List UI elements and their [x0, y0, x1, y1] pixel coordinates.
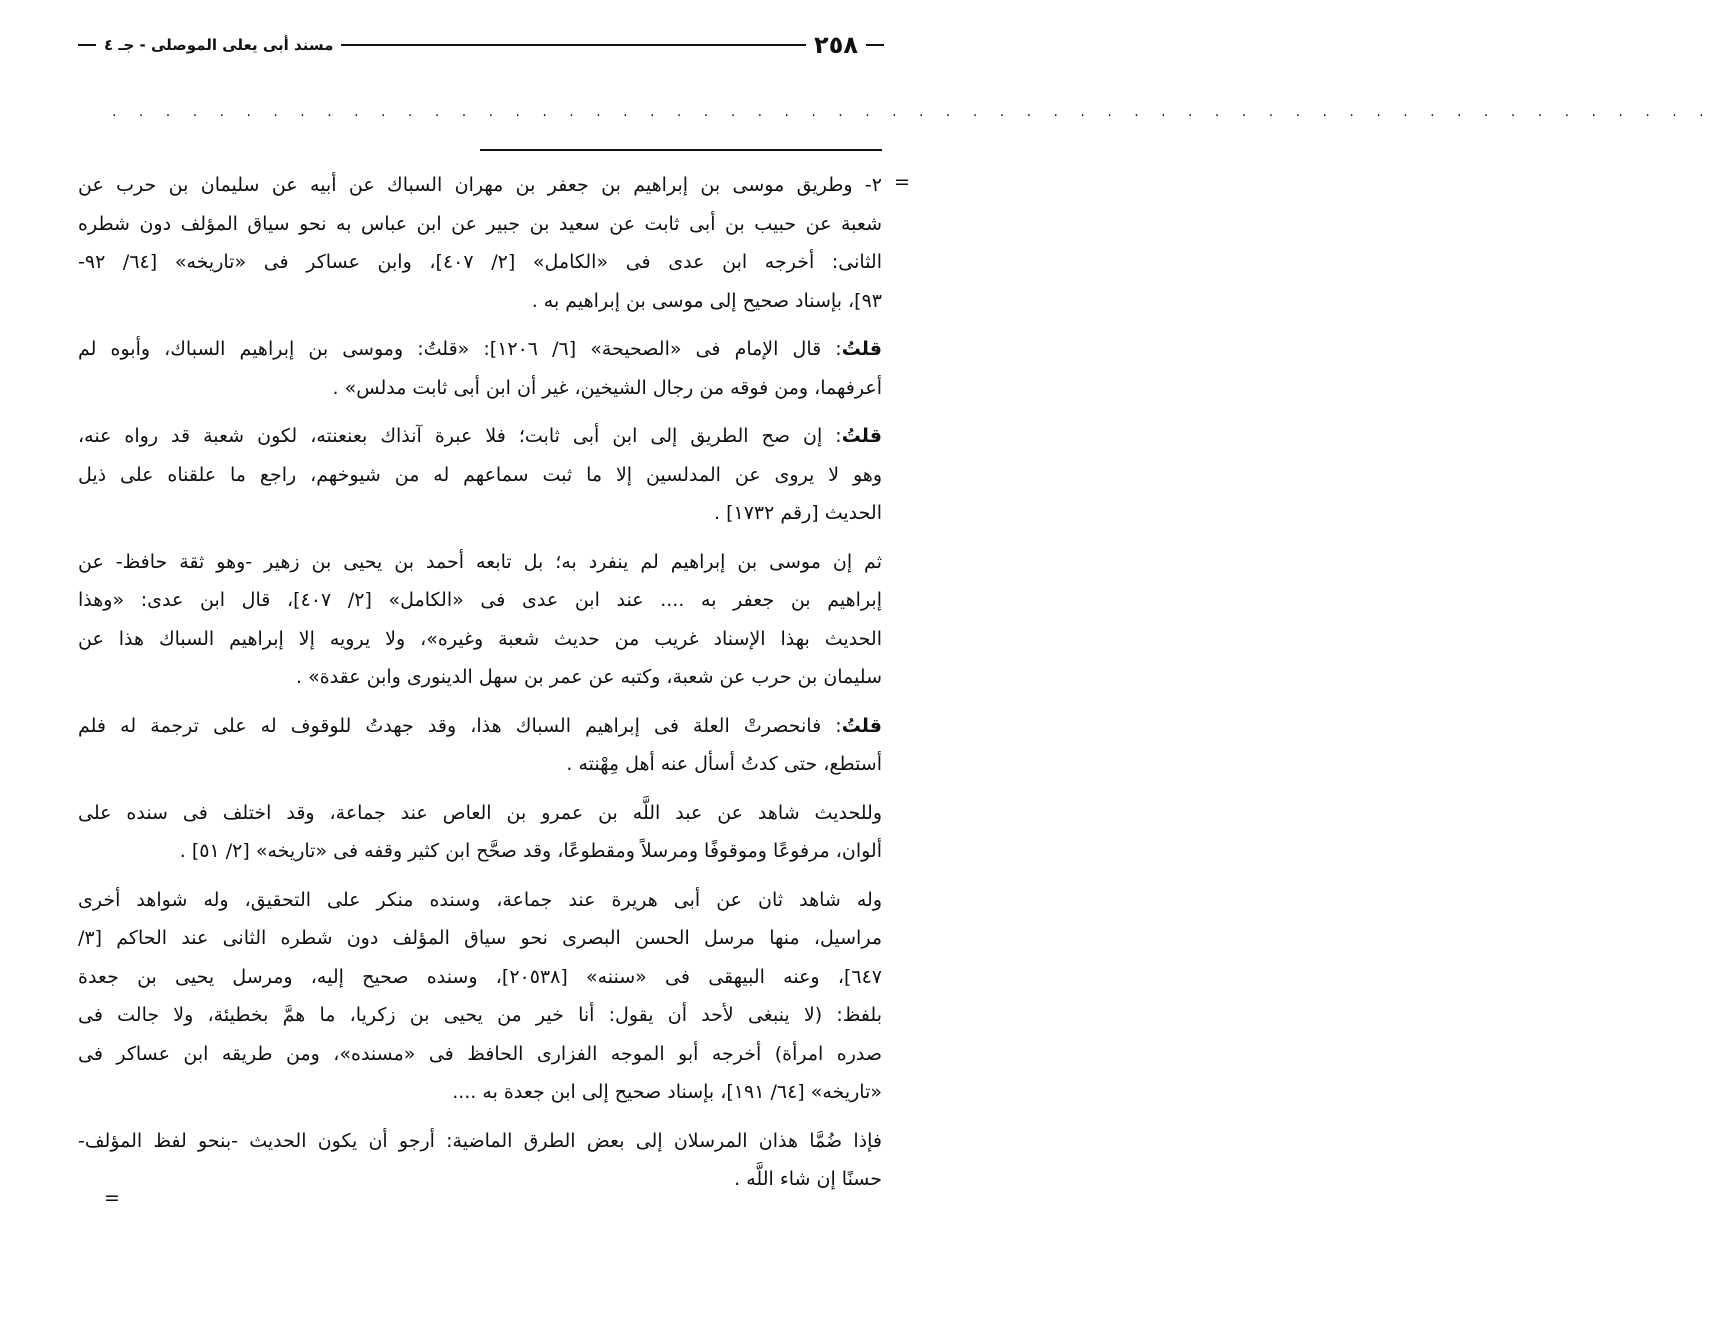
text-line — [78, 1122, 882, 1161]
page-number: ٢٥٨ — [814, 31, 858, 59]
footnote-rule — [480, 149, 882, 151]
lead-word: قلتُ — [841, 338, 882, 360]
running-header — [78, 30, 884, 60]
text-line — [78, 1073, 882, 1112]
line-text: ٢- وطريق موسى بن إبراهيم بن جعفر بن مهران السباك عن أبيه عن سليمان بن حرب عن — [78, 174, 882, 196]
text-line — [78, 658, 882, 697]
paragraph — [78, 330, 882, 407]
text-line — [78, 166, 882, 205]
paragraph — [78, 166, 882, 320]
line-text: «تاريخه» [٦٤/ ١٩١]، بإسناد صحيح إلى ابن جعدة به .... — [452, 1081, 882, 1103]
text-line — [78, 543, 882, 582]
line-text: : قال الإمام فى «الصحيحة» [٦/ ١٢٠٦]: «قلتُ: وموسى بن إبراهيم السباك، وأبوه لم — [78, 338, 842, 360]
line-text: صدره امرأة) أخرجه أبو الموجه الفزارى الحافظ فى «مسنده»، ومن طريقه ابن عساكر فى — [78, 1042, 882, 1065]
paragraph — [78, 794, 882, 871]
text-line — [78, 205, 882, 244]
continuation-marker-top: = — [894, 171, 910, 193]
line-text: الحديث بهذا الإسناد غريب من حديث شعبة وغيره»، ولا يرويه إلا إبراهيم السباك هذا عن — [78, 627, 882, 650]
text-line — [78, 581, 882, 620]
line-text: إبراهيم بن جعفر به .... عند ابن عدى فى «الكامل» [٢/ ٤٠٧]، قال ابن عدى: «وهذا — [78, 589, 882, 611]
paragraph — [78, 707, 882, 784]
continuation-marker-bottom: = — [104, 1187, 120, 1209]
line-text: أعرفهما، ومن فوقه من رجال الشيخين، غير أن ابن أبى ثابت مدلس» . — [332, 376, 882, 399]
line-text: فإذا ضُمَّا هذان المرسلان إلى بعض الطرق الماضية: أرجو أن يكون الحديث -بنحو لفظ المؤلف- — [78, 1129, 882, 1152]
line-text: ٩٣]، بإسناد صحيح إلى موسى بن إبراهيم به . — [531, 289, 882, 312]
text-line — [78, 1160, 882, 1199]
text-line — [78, 494, 882, 533]
text-line — [78, 330, 882, 369]
paragraph — [78, 543, 882, 697]
line-text: : إن صح الطريق إلى ابن أبى ثابت؛ فلا عبرة آنذاك بعنعنته، لكون شعبة قد رواه عنه، — [78, 425, 842, 447]
text-line — [78, 745, 882, 784]
header-rule — [78, 44, 96, 46]
text-line — [78, 958, 882, 997]
line-text: الحديث [رقم ١٧٣٢] . — [714, 502, 882, 524]
line-text: وله شاهد ثان عن أبى هريرة عند جماعة، وسنده منكر على التحقيق، وله شواهد أخرى — [78, 888, 882, 911]
header-rule — [341, 44, 806, 46]
footnote-body — [78, 166, 882, 1209]
paragraph — [78, 881, 882, 1112]
paragraph — [78, 417, 882, 533]
line-text: أستطع، حتى كدتُ أسأل عنه أهل مِهْنته . — [566, 753, 882, 775]
line-text: ثم إن موسى بن إبراهيم لم ينفرد به؛ بل تابعه أحمد بن يحيى بن زهير -وهو ثقة حافظ- عن — [78, 550, 882, 573]
text-line — [78, 832, 882, 871]
text-line — [78, 1035, 882, 1074]
line-text: : فانحصرتْ العلة فى إبراهيم السباك هذا، وقد جهدتُ للوقوف له على ترجمة له فلم — [78, 714, 842, 737]
ellipsis-separator: . . . . . . . . . . . . . . . . . . . . . . . . . . . . . . . . . . . . . . . . . . . . . . . . . . . . . . . . . . . . — [112, 104, 1713, 120]
paragraph — [78, 1122, 882, 1199]
line-text: وللحديث شاهد عن عبد اللَّه بن عمرو بن العاص عند جماعة، وقد اختلف فى سنده على — [78, 801, 882, 824]
text-line — [78, 794, 882, 833]
text-line — [78, 620, 882, 659]
text-line — [78, 881, 882, 920]
lead-word: قلتُ — [841, 714, 882, 737]
text-line — [78, 282, 882, 321]
text-line — [78, 243, 882, 282]
line-text: الثانى: أخرجه ابن عدى فى «الكامل» [٢/ ٤٠٧]، وابن عساكر فى «تاريخه» [٦٤/ ٩٢- — [78, 251, 882, 273]
line-text: ألوان، مرفوعًا وموقوفًا ومرسلاً ومقطوعًا، وقد صحَّح ابن كثير وقفه فى «تاريخه» [٢/ ٥١] . — [179, 840, 882, 862]
text-line — [78, 417, 882, 456]
text-line — [78, 919, 882, 958]
line-text: شعبة عن حبيب بن أبى ثابت عن سعيد بن جبير عن ابن عباس به نحو سياق المؤلف دون شطره — [78, 212, 882, 235]
text-line — [78, 369, 882, 408]
text-line — [78, 996, 882, 1035]
lead-word: قلتُ — [841, 425, 882, 447]
text-line — [78, 456, 882, 495]
line-text: مراسيل، منها مرسل الحسن البصرى نحو سياق المؤلف دون شطره الثانى عند الحاكم [٣/ — [78, 927, 882, 949]
line-text: وهو لا يروى عن المدلسين إلا ما ثبت سماعهم له من شيوخهم، راجع ما علقناه على ذيل — [78, 463, 882, 486]
book-title: مسند أبى يعلى الموصلى - جـ ٤ — [104, 36, 334, 54]
line-text: ٦٤٧]، وعنه البيهقى فى «سننه» [٢٠٥٣٨]، وسنده صحيح إليه، ومرسل يحيى بن جعدة — [78, 965, 883, 988]
line-text: بلفظ: (لا ينبغى لأحد أن يقول: أنا خير من يحيى بن زكريا، ما همَّ بخطيئة، ولا جالت فى — [78, 1004, 882, 1026]
line-text: سليمان بن حرب عن شعبة، وكتبه عن عمر بن سهل الدينورى وابن عقدة» . — [296, 666, 882, 688]
line-text: حسنًا إن شاء اللَّه . — [734, 1168, 882, 1190]
header-rule — [866, 44, 884, 46]
text-line — [78, 707, 882, 746]
